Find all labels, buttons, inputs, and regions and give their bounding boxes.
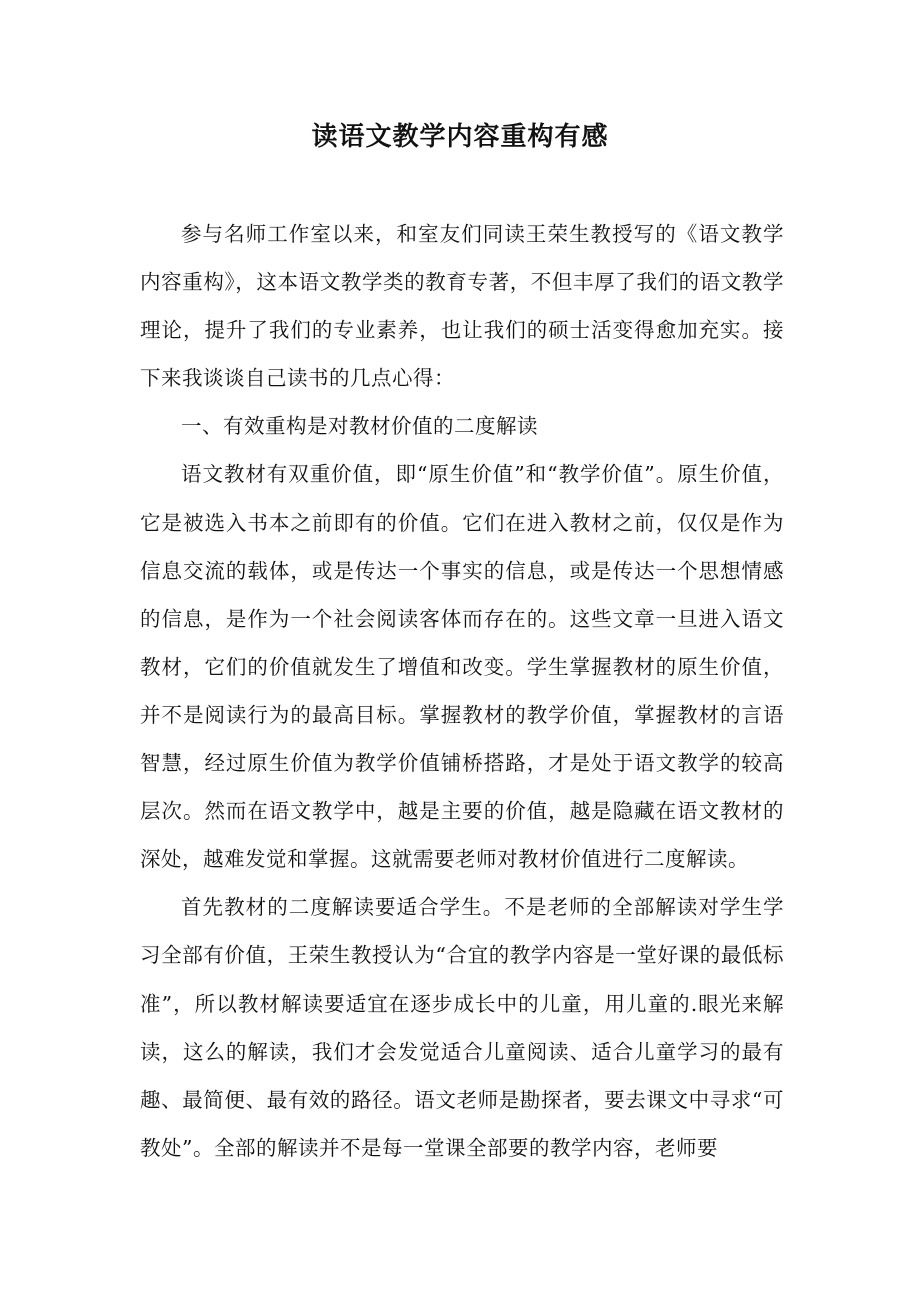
paragraph-suit-students: 首先教材的二度解读要适合学生。不是老师的全部解读对学生学习全部有价值，王荣生教授认为“合宜的教学内容是一堂好课的最低标准”，所以教材解读要适宜在逐步成长中的儿童，用儿童的.眼光来解读，这么的解读，我们才会发觉适合儿童阅读、适合儿童学习的最有趣、最简便、最有效的路径。语文老师是勘探者，要去课文中寻求“可教处”。全部的解读并不是每一堂课全部要的教学内容，老师要 (140, 895, 784, 1160)
paragraph-textbook-value: 语文教材有双重价值，即“原生价值”和“教学价值”。原生价值，它是被选入书本之前即有的价值。它们在进入教材之前，仅仅是作为信息交流的载体，或是传达一个事实的信息，或是传达一个思想情感的信息，是作为一个社会阅读客体而存在的。这些文章一旦进入语文教材，它们的价值就发生了增值和改变。学生掌握教材的原生价值，并不是阅读行为的最高目标。掌握教材的教学价值，掌握教材的言语智慧，经过原生价值为教学价值铺桥搭路，才是处于语文教学的较高层次。然而在语文教学中，越是主要的价值，越是隐藏在语文教材的深处，越难发觉和掌握。这就需要老师对教材价值进行二度解读。 (140, 462, 784, 872)
section-heading: 一、有效重构是对教材价值的二度解读 (181, 414, 538, 439)
page-title: 读语文教学内容重构有感 (311, 122, 609, 152)
document-body (140, 210, 784, 1172)
paragraph-intro: 参与名师工作室以来，和室友们同读王荣生教授写的《语文教学内容重构》，这本语文教学类的教育专著，不但丰厚了我们的语文教学理论，提升了我们的专业素养，也让我们的硕士活变得愈加充实。接下来我谈谈自己读书的几点心得： (140, 222, 784, 391)
